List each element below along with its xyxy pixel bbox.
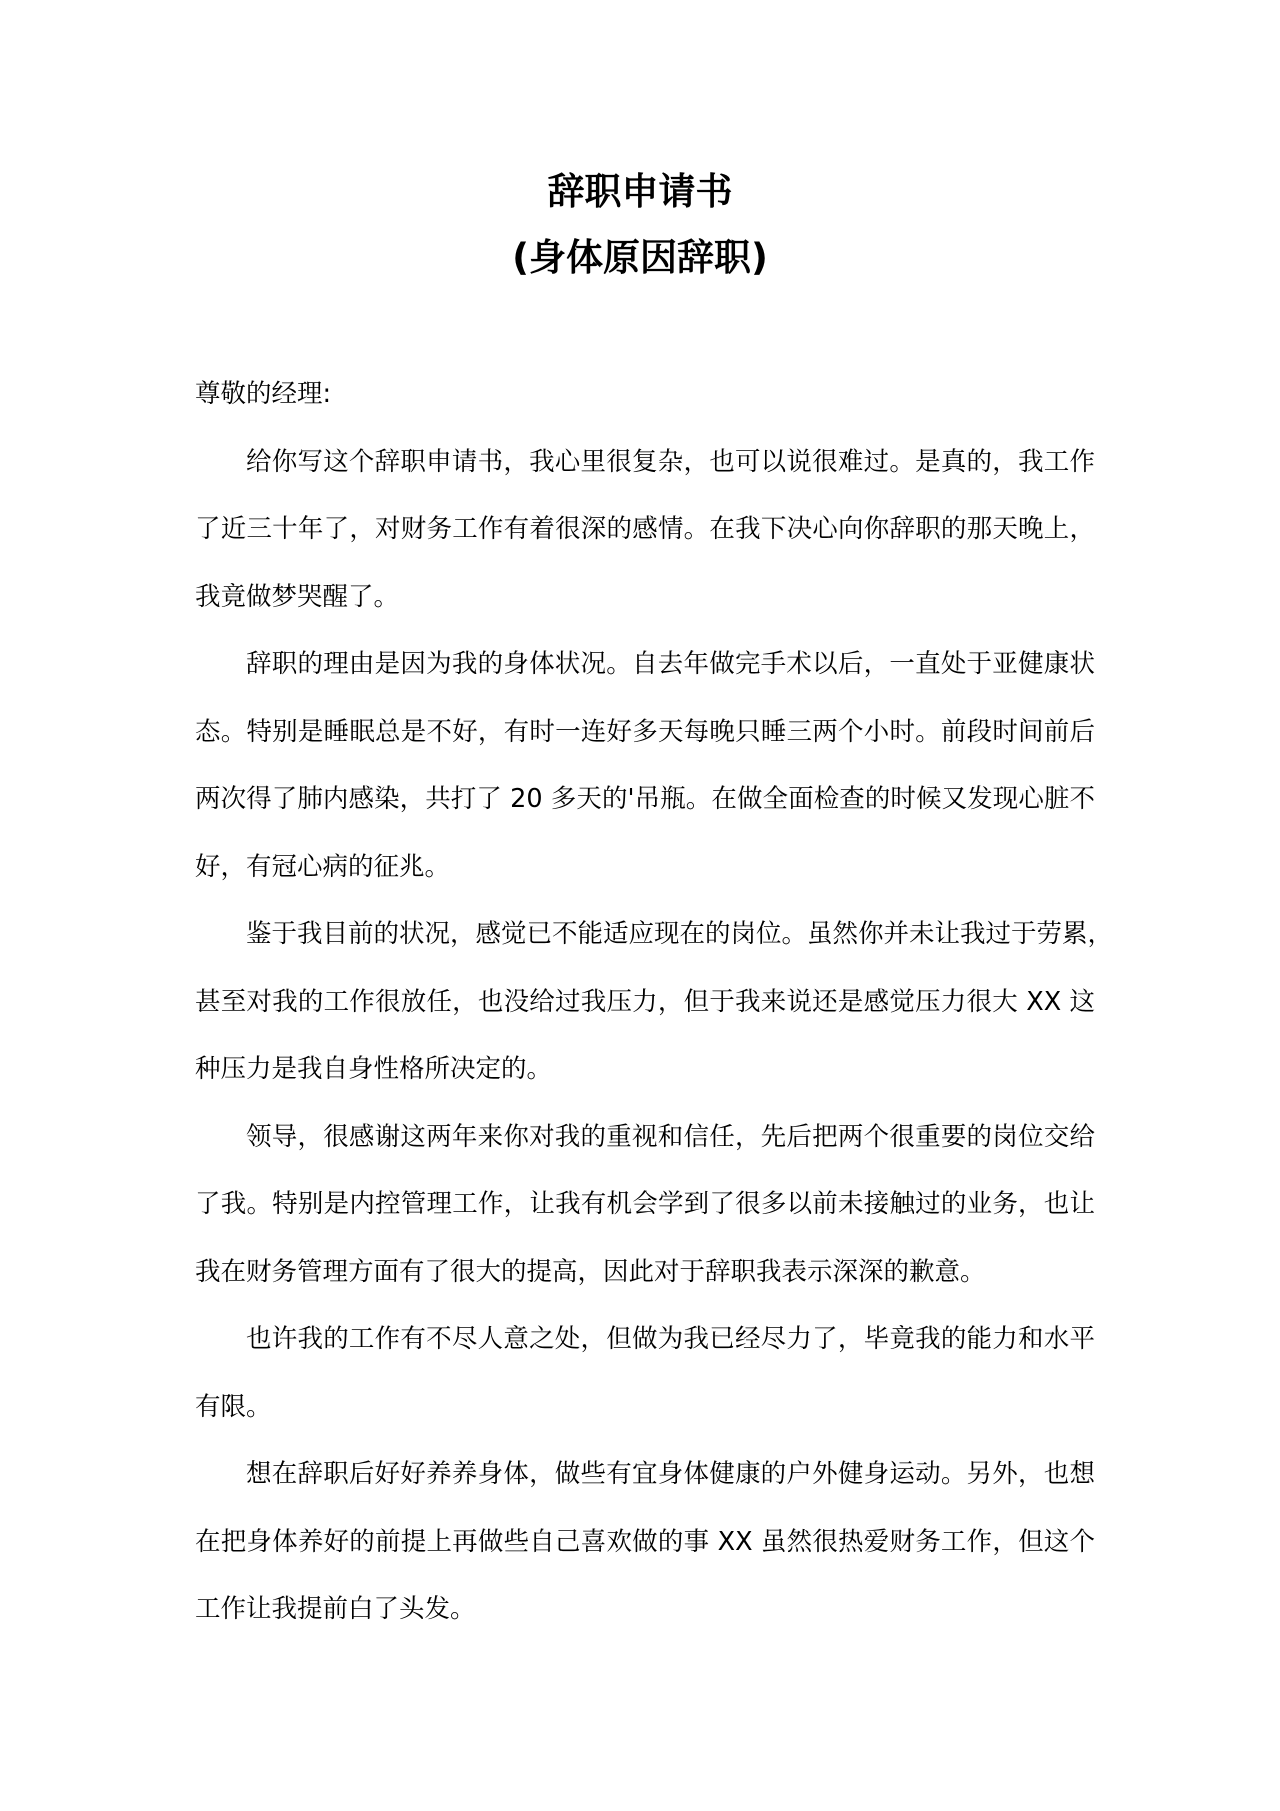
paragraph-line: 甚至对我的工作很放任，也没给过我压力，但于我来说还是感觉压力很大 XX 这 <box>195 986 1095 1017</box>
paragraph-line: 了近三十年了，对财务工作有着很深的感情。在我下决心向你辞职的那天晚上， <box>195 514 1095 544</box>
paragraph-line: 态。特别是睡眠总是不好，有时一连好多天每晚只睡三两个小时。前段时间前后 <box>195 716 1095 747</box>
paragraph-line: 了我。特别是内控管理工作，让我有机会学到了很多以前未接触过的业务，也让 <box>195 1189 1095 1219</box>
paragraph-line: 工作让我提前白了头发。 <box>195 1594 476 1624</box>
paragraph-line: 想在辞职后好好养养身体，做些有宜身体健康的户外健身运动。另外，也想 <box>246 1459 1095 1489</box>
paragraph-line: 在把身体养好的前提上再做些自己喜欢做的事 XX 虽然很热爱财务工作，但这个 <box>195 1526 1095 1557</box>
paragraphs <box>195 429 1114 1644</box>
paragraph-line: 两次得了肺内感染，共打了 20 多天的'吊瓶。在做全面检查的时候又发现心脏不 <box>195 784 1095 814</box>
paragraph <box>195 631 1095 901</box>
paragraph-line: 有限。 <box>195 1391 272 1422</box>
paragraph <box>195 901 1114 1104</box>
letter-body <box>195 361 1114 1644</box>
paragraph-line: 辞职的理由是因为我的身体状况。自去年做完手术以后，一直处于亚健康状 <box>246 649 1095 679</box>
paragraph <box>195 1306 1095 1441</box>
paragraph <box>195 1104 1095 1307</box>
paragraph-line: 给你写这个辞职申请书，我心里很复杂，也可以说很难过。是真的，我工作 <box>246 446 1095 477</box>
paragraph <box>195 429 1095 632</box>
paragraph-line: 好，有冠心病的征兆。 <box>195 851 451 882</box>
paragraph-line: 种压力是我自身性格所决定的。 <box>195 1054 553 1084</box>
paragraph-line: 我竟做梦哭醒了。 <box>195 581 400 612</box>
document-subtitle: (身体原因辞职) <box>512 236 768 279</box>
salutation: 尊敬的经理: <box>195 379 332 409</box>
document-title: 辞职申请书 <box>547 170 733 213</box>
paragraph-line: 我在财务管理方面有了很大的提高，因此对于辞职我表示深深的歉意。 <box>195 1256 986 1287</box>
paragraph-line: 鉴于我目前的状况，感觉已不能适应现在的岗位。虽然你并未让我过于劳累， <box>246 919 1114 949</box>
paragraph-line: 领导，很感谢这两年来你对我的重视和信任，先后把两个很重要的岗位交给 <box>246 1121 1095 1152</box>
paragraph <box>195 1441 1095 1644</box>
paragraph-line: 也许我的工作有不尽人意之处，但做为我已经尽力了，毕竟我的能力和水平 <box>246 1324 1095 1354</box>
